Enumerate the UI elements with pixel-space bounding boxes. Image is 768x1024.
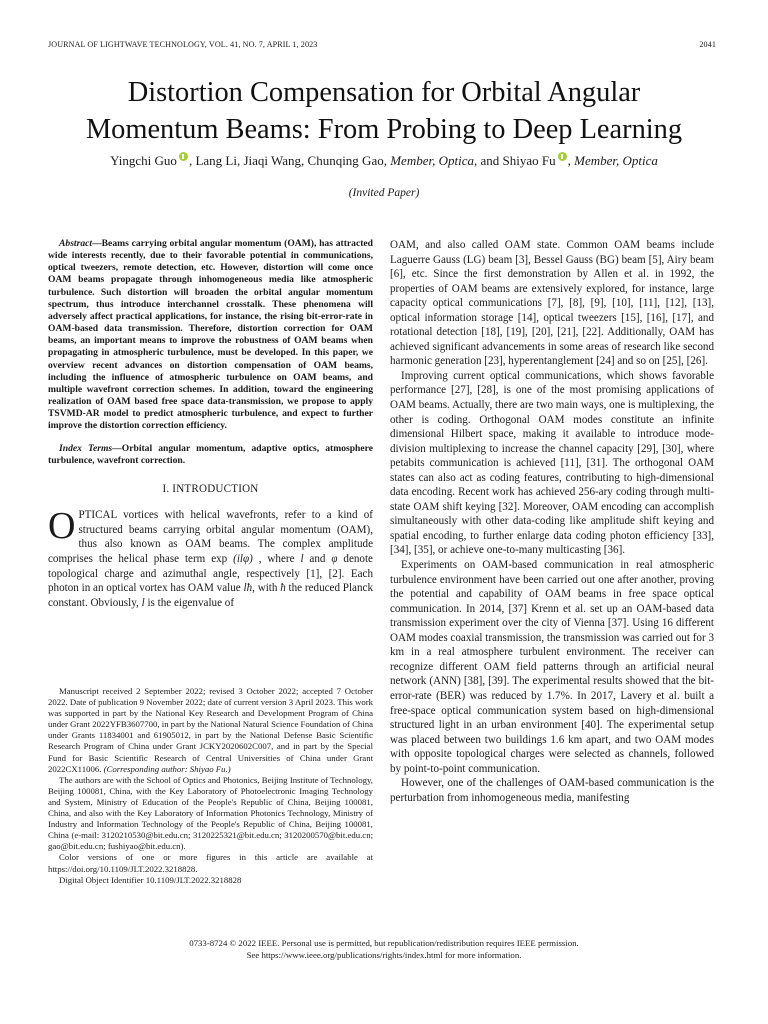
intro-paragraph: OPTICAL vortices with helical wavefronts, refer to a kind of structured beams carrying orbital angular momentum (OAM), thus also known as OAM beams. The complex amplitude comprises the helical phase term exp (ilφ) , where l and φ denote topological charge and azimuthal angle, respectively [1], [2]. Each photon in an optical vortex has OAM value lħ, with ħ the reduced Planck constant. Obviously, l is the eigenvalue of <box>48 505 373 609</box>
footnote-doi: Digital Object Identifier 10.1109/JLT.2022.3218828 <box>59 874 242 885</box>
author-separator: , <box>567 153 575 168</box>
invited-paper-label: (Invited Paper) <box>348 187 420 199</box>
abstract-lead: Abstract <box>59 238 93 249</box>
orcid-icon[interactable] <box>179 152 188 161</box>
author-list <box>40 152 728 169</box>
author-name: , and Shiyao Fu <box>473 153 556 168</box>
abstract-text: —Beams carrying orbital angular momentum (OAM), has attracted wide interests recently, due to their favorable potential in communications, optical tweezers, remote detection, etc. However, distortion will come once OAM beams propagate through inhomogeneous media like atmospheric turbulence. Such distortion will broaden the orbital angular momentum spectrum, thus introduce interchannel crosstalk. These phenomena will adversely affect practical applications, for instance, the rising bit-error-rate in OAM-based data transmission. Therefore, distortion correction for OAM beams, an important means to improve the robustness of OAM beams when propagating in atmospheric turbulence, must be developed. In this paper, we overview recent advances on distortion compensation of OAM beams, including the influence of atmospheric turbulence on OAM beams, and multiple wavefront correction schemes. In addition, toward the engineering realization of OAM based free space data-transmission, we propose to apply TSVMD-AR model to predict atmospheric turbulence, and expect to further improve the distortion correction efficiency. <box>48 238 373 432</box>
author-membership: Member, Optica <box>574 153 658 168</box>
paper-title <box>40 74 728 148</box>
footnote-affiliation: The authors are with the School of Optics and Photonics, Beijing Institute of Technology, Beijing 100081, China, with the Key Laboratory of Photoelectronic Imaging Technology and System, Ministry of Education of the People's Republic of China, Beijing 100081, China, and also with the Key Laboratory of Information Photonics Technology, Ministry of Industry and Information Technology of the People's Republic of China, Beijing 100081, China (e-mail: 3120210530@bit.edu.cn; 3120225321@bit.edu.cn; 3120200570@bit.edu.cn; gao@bit.edu.cn; fushiyao@bit.edu.cn). <box>48 774 373 852</box>
journal-citation: JOURNAL OF LIGHTWAVE TECHNOLOGY, VOL. 41, NO. 7, APRIL 1, 2023 <box>48 40 318 49</box>
abstract <box>48 238 373 433</box>
copyright-line-2: See https://www.ieee.org/publications/rights/index.html for more information. <box>246 949 522 960</box>
author-membership: Member, Optica <box>390 153 474 168</box>
paper-title-line-1: Distortion Compensation for Orbital Angular <box>127 77 641 108</box>
right-column <box>390 238 714 805</box>
orcid-icon[interactable] <box>558 152 567 161</box>
footnote-manuscript: Manuscript received 2 September 2022; revised 3 October 2022; accepted 7 October 2022. Date of publication 9 November 2022; date of current version 3 April 2023. This work was supported in part by the National Key Research and Development Program of China under Grant 2022YFB3607700, in part by the National Natural Science Foundation of China under Grants 11834001 and 61905012, in part by the National Defense Basic Scientific Research Program of China under Grant JCKY2020602C007, and in part by the Special Fund for Basic Scientific Research of Central Universities of China under Grant 2022CX11006. (Corresponding author: Shiyao Fu.) <box>48 686 373 774</box>
section-heading-introduction: I. INTRODUCTION <box>162 482 259 495</box>
index-terms <box>48 443 373 467</box>
author-name: Yingchi Guo <box>110 153 177 168</box>
first-page-footnote <box>48 686 373 886</box>
corresponding-author: (Corresponding author: Shiyao Fu.) <box>103 763 231 774</box>
body-paragraph: However, one of the challenges of OAM-based communication is the perturbation from inhomogeneous media, manifesting <box>390 777 714 804</box>
paper-title-line-2: Momentum Beams: From Probing to Deep Learning <box>85 114 683 145</box>
author-names: , Lang Li, Jiaqi Wang, Chunqing Gao, <box>188 153 391 168</box>
index-terms-text: —Orbital angular momentum, adaptive optics, atmosphere turbulence, wavefront correction. <box>48 442 373 466</box>
footnote-color-versions: Color versions of one or more figures in this article are available at https://doi.org/10.1109/JLT.2022.3218828. <box>48 852 373 874</box>
copyright-notice <box>40 938 728 961</box>
left-column <box>48 238 373 610</box>
page-number: 2041 <box>699 40 716 49</box>
copyright-line-1: 0733-8724 © 2022 IEEE. Personal use is permitted, but republication/redistribution requires IEEE permission. <box>189 938 579 948</box>
index-terms-lead: Index Terms <box>59 442 113 454</box>
body-paragraph: Improving current optical communications, which shows favorable performance [27], [28], is one of the most promising applications of OAM beams. Actually, there are two main ways, one is multiplexing, the other is coding. Orthogonal OAM modes constitute an infinite dimensional Hilbert space, making it available to introduce mode-division multiplexing to increase the channel capacity [29], [30], where petabits communication is achieved [11], [31]. The orthogonal OAM states can also act as coding features, contributing to high-dimensional data encoding. Recent work has achieved 256-ary coding through multi-state OAM shift keying [32]. Moreover, OAM encoding can accomplish simultaneously with other data-coding like amplitude shift keying and spatial encoding, to further enlarge data coding photon efficiency [33], [34], [35], or achieve one-to-many multicasting [36]. <box>390 369 714 557</box>
running-head <box>48 40 716 54</box>
drop-cap: O <box>48 505 76 548</box>
body-paragraph: Experiments on OAM-based communication in real atmospheric turbulence environment have been carried out one after another, proving the potential and capability of OAM beams in free space optical communication. In 2014, [37] Krenn et al. set up an OAM-based data transmission experiment over the city of Vienna [37]. Using 16 different OAM modes coaxial transmission, the transmission was carried out for 3 km in a real atmosphere turbulent environment. The receiver can recognize different OAM field patterns through an artificial neural network (ANN) [38], [39]. The experimental results showed that the bit-error-rate (BER) was reduced by 1.7%. In 2017, Lavery et al. built a free-space optical communication system based on high-dimensional structured light in an urban environment [40]. The experimental setup was placed between two buildings 1.6 km apart, and two OAM modes with opposite topological charges were selected as channels, followed by point-to-point communication. <box>390 559 714 775</box>
body-paragraph: OAM, and also called OAM state. Common OAM beams include Laguerre Gauss (LG) beam [3], Bessel Gauss (BG) beam [5], Airy beam [6], etc. Since the first demonstration by Allen et al. in 1992, the properties of OAM beams are extensively explored, for instance, large capacity optical communications [7], [8], [9], [10], [11], [12], [13], optical information storage [14], optical tweezers [15], [16], [17], and rotational detection [18], [19], [20], [21], [22]. Additionally, OAM has achieved significant advancements in some areas of research like second harmonic generation [23], hyperentanglement [24] and so on [25], [26]. <box>390 239 714 368</box>
